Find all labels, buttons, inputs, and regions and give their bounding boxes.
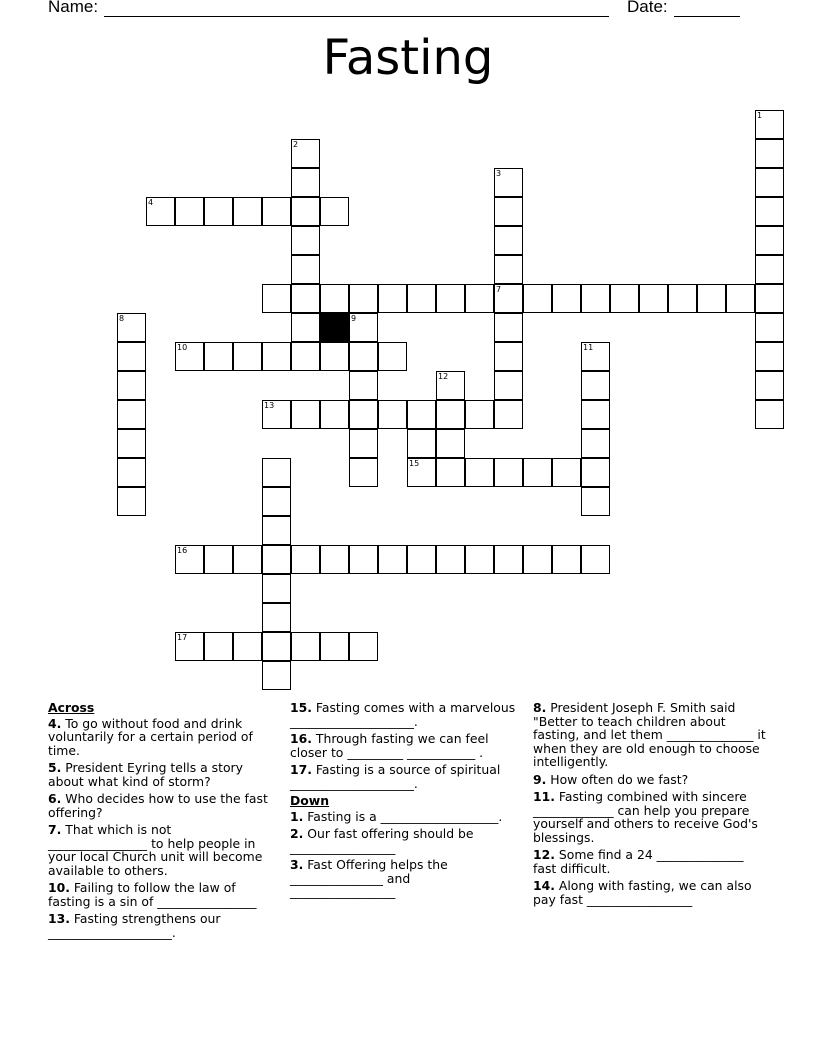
clue-item bbox=[290, 858, 518, 899]
grid-cell[interactable] bbox=[755, 226, 784, 255]
clue-item bbox=[533, 701, 769, 769]
clue-item bbox=[533, 879, 769, 906]
grid-cell[interactable] bbox=[494, 458, 523, 487]
grid-cell[interactable] bbox=[755, 139, 784, 168]
grid-cell[interactable] bbox=[291, 197, 320, 226]
clue-item bbox=[48, 823, 273, 877]
grid-cell[interactable] bbox=[581, 284, 610, 313]
grid-cell[interactable] bbox=[262, 574, 291, 603]
clue-number: 8 bbox=[119, 314, 125, 323]
clue-number: 2. bbox=[290, 826, 304, 841]
grid-cell[interactable] bbox=[436, 429, 465, 458]
date-label: Date: bbox=[627, 0, 668, 16]
grid-cell[interactable] bbox=[755, 110, 784, 139]
grid-cell[interactable] bbox=[175, 545, 204, 574]
page-title: Fasting bbox=[322, 30, 494, 86]
grid-cell[interactable] bbox=[726, 284, 755, 313]
grid-cell[interactable] bbox=[494, 197, 523, 226]
grid-cell[interactable] bbox=[436, 284, 465, 313]
grid-cell[interactable] bbox=[407, 284, 436, 313]
grid-cell[interactable] bbox=[610, 284, 639, 313]
grid-cell[interactable] bbox=[581, 342, 610, 371]
across-heading: Across bbox=[48, 700, 95, 715]
grid-cell[interactable] bbox=[291, 545, 320, 574]
grid-cell[interactable] bbox=[262, 661, 291, 690]
grid-cell[interactable] bbox=[407, 429, 436, 458]
name-label: Name: bbox=[48, 0, 99, 16]
grid-cell[interactable] bbox=[494, 168, 523, 197]
clue-item bbox=[290, 827, 518, 854]
grid-cell[interactable] bbox=[349, 342, 378, 371]
clue-text: Along with fasting, we can also pay fast _________________ bbox=[533, 878, 756, 907]
clue-text: Fasting is a ___________________. bbox=[303, 808, 503, 824]
clue-text: Fasting combined with sincere _____________ can help you prepare yourself and others to receive God's blessings. bbox=[533, 789, 762, 845]
clue-text: Through fasting we can feel closer to _________ ___________ . bbox=[290, 731, 493, 760]
grid-cell[interactable] bbox=[291, 400, 320, 429]
grid-cell[interactable] bbox=[523, 284, 552, 313]
clue-number: 15 bbox=[409, 459, 420, 468]
clue-text: Some find a 24 ______________ fast difficult. bbox=[533, 847, 748, 876]
clue-text: Who decides how to use the fast offering? bbox=[48, 791, 272, 820]
grid-cell[interactable] bbox=[407, 400, 436, 429]
clue-number: 16 bbox=[177, 546, 188, 555]
grid-cell[interactable] bbox=[291, 168, 320, 197]
grid-cell[interactable] bbox=[233, 545, 262, 574]
grid-cell[interactable] bbox=[494, 284, 523, 313]
clue-text: Fast Offering helps the _______________ and _________________ bbox=[290, 857, 452, 899]
clue-text: To go without food and drink voluntarily for a certain period of time. bbox=[48, 715, 257, 758]
grid-cell[interactable] bbox=[581, 487, 610, 516]
grid-cell[interactable] bbox=[552, 458, 581, 487]
clue-number: 1 bbox=[757, 111, 763, 120]
grid-cell[interactable] bbox=[349, 545, 378, 574]
clue-number: 7 bbox=[496, 285, 502, 294]
grid-cell[interactable] bbox=[755, 313, 784, 342]
grid-cell[interactable] bbox=[378, 545, 407, 574]
grid-cell[interactable] bbox=[117, 313, 146, 342]
down-clue-list bbox=[290, 810, 518, 899]
grid-cell[interactable] bbox=[639, 284, 668, 313]
clue-item bbox=[533, 773, 769, 787]
grid-cell[interactable] bbox=[755, 255, 784, 284]
grid-cell[interactable] bbox=[436, 400, 465, 429]
grid-cell[interactable] bbox=[552, 284, 581, 313]
grid-cell[interactable] bbox=[581, 400, 610, 429]
clue-number: 10 bbox=[177, 343, 188, 352]
grid-cell[interactable] bbox=[407, 545, 436, 574]
grid-cell[interactable] bbox=[291, 632, 320, 661]
grid-cell[interactable] bbox=[349, 313, 378, 342]
grid-cell[interactable] bbox=[233, 632, 262, 661]
grid-cell[interactable] bbox=[204, 197, 233, 226]
grid-cell[interactable] bbox=[117, 342, 146, 371]
grid-cell[interactable] bbox=[755, 197, 784, 226]
grid-cell[interactable] bbox=[320, 545, 349, 574]
clue-number: 17 bbox=[177, 633, 188, 642]
grid-cell[interactable] bbox=[320, 400, 349, 429]
clue-text: Failing to follow the law of fasting is a sin of ________________ bbox=[48, 880, 257, 909]
grid-cell[interactable] bbox=[581, 429, 610, 458]
grid-cell[interactable] bbox=[668, 284, 697, 313]
grid-cell[interactable] bbox=[349, 400, 378, 429]
clue-number: 12 bbox=[438, 372, 449, 381]
clue-number: 4. bbox=[48, 715, 62, 731]
clues-column-1 bbox=[48, 701, 273, 943]
grid-cell[interactable] bbox=[117, 371, 146, 400]
grid-cell[interactable] bbox=[465, 400, 494, 429]
grid-cell[interactable] bbox=[349, 632, 378, 661]
across-clue-list bbox=[48, 717, 273, 940]
grid-cell[interactable] bbox=[378, 284, 407, 313]
clue-number: 1. bbox=[290, 808, 304, 824]
grid-cell[interactable] bbox=[175, 632, 204, 661]
grid-cell[interactable] bbox=[581, 371, 610, 400]
grid-cell[interactable] bbox=[262, 516, 291, 545]
clues-column-3 bbox=[533, 701, 769, 910]
grid-cell[interactable] bbox=[262, 632, 291, 661]
grid-cell[interactable] bbox=[494, 255, 523, 284]
grid-cell[interactable] bbox=[320, 284, 349, 313]
clue-text: President Joseph F. Smith said "Better to teach children about fasting, and let them ______________ it when they are old enough to choose intelligently. bbox=[533, 700, 770, 769]
clue-number: 17. bbox=[290, 762, 312, 777]
clue-text: Fasting is a source of spiritual ____________________. bbox=[290, 762, 505, 791]
clue-item bbox=[290, 810, 518, 824]
clue-number: 13. bbox=[48, 911, 70, 926]
grid-cell[interactable] bbox=[755, 284, 784, 313]
clue-number: 2 bbox=[293, 140, 299, 149]
clue-number: 3. bbox=[290, 857, 304, 872]
grid-cell[interactable] bbox=[407, 458, 436, 487]
grid-cell[interactable] bbox=[465, 458, 494, 487]
clue-number: 5. bbox=[48, 760, 62, 775]
grid-cell[interactable] bbox=[378, 342, 407, 371]
grid-cell[interactable] bbox=[262, 197, 291, 226]
clue-number: 9 bbox=[351, 314, 357, 323]
clue-item bbox=[48, 761, 273, 788]
clue-item bbox=[48, 717, 273, 758]
grid-cell[interactable] bbox=[494, 313, 523, 342]
grid-cell[interactable] bbox=[204, 545, 233, 574]
clue-item bbox=[533, 790, 769, 844]
grid-cell[interactable] bbox=[755, 371, 784, 400]
clue-item bbox=[290, 763, 518, 790]
grid-cell[interactable] bbox=[552, 545, 581, 574]
clue-text: Fasting strengthens our ____________________. bbox=[48, 911, 225, 940]
clue-item bbox=[48, 881, 273, 908]
clue-text: Fasting comes with a marvelous ____________________. bbox=[290, 700, 520, 729]
grid-cell[interactable] bbox=[291, 255, 320, 284]
clue-number: 11. bbox=[533, 789, 555, 804]
grid-cell[interactable] bbox=[465, 284, 494, 313]
clue-number: 12. bbox=[533, 847, 555, 862]
grid-cell[interactable] bbox=[755, 400, 784, 429]
grid-cell[interactable] bbox=[523, 545, 552, 574]
grid-cell[interactable] bbox=[349, 458, 378, 487]
grid-cell[interactable] bbox=[175, 342, 204, 371]
grid-block bbox=[320, 313, 349, 342]
clue-item bbox=[48, 792, 273, 819]
grid-cell[interactable] bbox=[697, 284, 726, 313]
grid-cell[interactable] bbox=[378, 400, 407, 429]
grid-cell[interactable] bbox=[291, 342, 320, 371]
grid-cell[interactable] bbox=[494, 371, 523, 400]
clue-text: President Eyring tells a story about what kind of storm? bbox=[48, 760, 247, 789]
grid-cell[interactable] bbox=[262, 545, 291, 574]
grid-cell[interactable] bbox=[494, 545, 523, 574]
grid-cell[interactable] bbox=[175, 197, 204, 226]
grid-cell[interactable] bbox=[494, 400, 523, 429]
clues-column-2 bbox=[290, 701, 518, 903]
grid-cell[interactable] bbox=[436, 545, 465, 574]
grid-cell[interactable] bbox=[523, 458, 552, 487]
clue-number: 7. bbox=[48, 822, 62, 837]
grid-cell[interactable] bbox=[262, 342, 291, 371]
grid-cell[interactable] bbox=[262, 400, 291, 429]
clue-item bbox=[533, 848, 769, 875]
clue-item bbox=[48, 912, 273, 939]
grid-cell[interactable] bbox=[436, 458, 465, 487]
grid-cell[interactable] bbox=[494, 342, 523, 371]
grid-cell[interactable] bbox=[146, 197, 175, 226]
clue-number: 16. bbox=[290, 731, 312, 746]
grid-cell[interactable] bbox=[291, 284, 320, 313]
grid-cell[interactable] bbox=[320, 632, 349, 661]
grid-cell[interactable] bbox=[581, 545, 610, 574]
grid-cell[interactable] bbox=[349, 429, 378, 458]
grid-cell[interactable] bbox=[465, 545, 494, 574]
grid-cell[interactable] bbox=[436, 371, 465, 400]
clue-number: 9. bbox=[533, 771, 547, 787]
grid-cell[interactable] bbox=[291, 313, 320, 342]
clue-number: 4 bbox=[148, 198, 154, 207]
across-clue-list-continued bbox=[290, 701, 518, 790]
grid-cell[interactable] bbox=[755, 342, 784, 371]
grid-cell[interactable] bbox=[349, 284, 378, 313]
down-heading: Down bbox=[290, 793, 330, 808]
grid-cell[interactable] bbox=[204, 342, 233, 371]
grid-cell[interactable] bbox=[291, 226, 320, 255]
clue-number: 11 bbox=[583, 343, 594, 352]
clue-text: Our fast offering should be _________________ bbox=[290, 826, 478, 855]
down-clue-list-continued bbox=[533, 701, 769, 906]
grid-cell[interactable] bbox=[233, 342, 262, 371]
grid-cell[interactable] bbox=[262, 603, 291, 632]
clue-number: 8. bbox=[533, 700, 547, 715]
grid-cell[interactable] bbox=[262, 458, 291, 487]
grid-cell[interactable] bbox=[494, 226, 523, 255]
grid-cell[interactable] bbox=[117, 429, 146, 458]
grid-cell[interactable] bbox=[320, 342, 349, 371]
clue-text: That which is not ________________ to help people in your local Church unit will become available to others. bbox=[48, 822, 267, 878]
clue-item bbox=[290, 732, 518, 759]
grid-cell[interactable] bbox=[291, 139, 320, 168]
clue-number: 6. bbox=[48, 791, 62, 806]
clue-number: 13 bbox=[264, 401, 275, 410]
grid-cell[interactable] bbox=[262, 284, 291, 313]
grid-cell[interactable] bbox=[349, 371, 378, 400]
clue-number: 3 bbox=[496, 169, 502, 178]
grid-cell[interactable] bbox=[233, 197, 262, 226]
grid-cell[interactable] bbox=[117, 458, 146, 487]
clue-item bbox=[290, 701, 518, 728]
grid-cell[interactable] bbox=[204, 632, 233, 661]
clue-text: How often do we fast? bbox=[546, 771, 689, 787]
grid-cell[interactable] bbox=[117, 487, 146, 516]
clue-number: 15. bbox=[290, 700, 312, 715]
grid-cell[interactable] bbox=[262, 487, 291, 516]
clue-number: 10. bbox=[48, 880, 70, 895]
grid-cell[interactable] bbox=[117, 400, 146, 429]
grid-cell[interactable] bbox=[581, 458, 610, 487]
grid-cell[interactable] bbox=[320, 197, 349, 226]
clue-number: 14. bbox=[533, 878, 555, 893]
grid-cell[interactable] bbox=[755, 168, 784, 197]
